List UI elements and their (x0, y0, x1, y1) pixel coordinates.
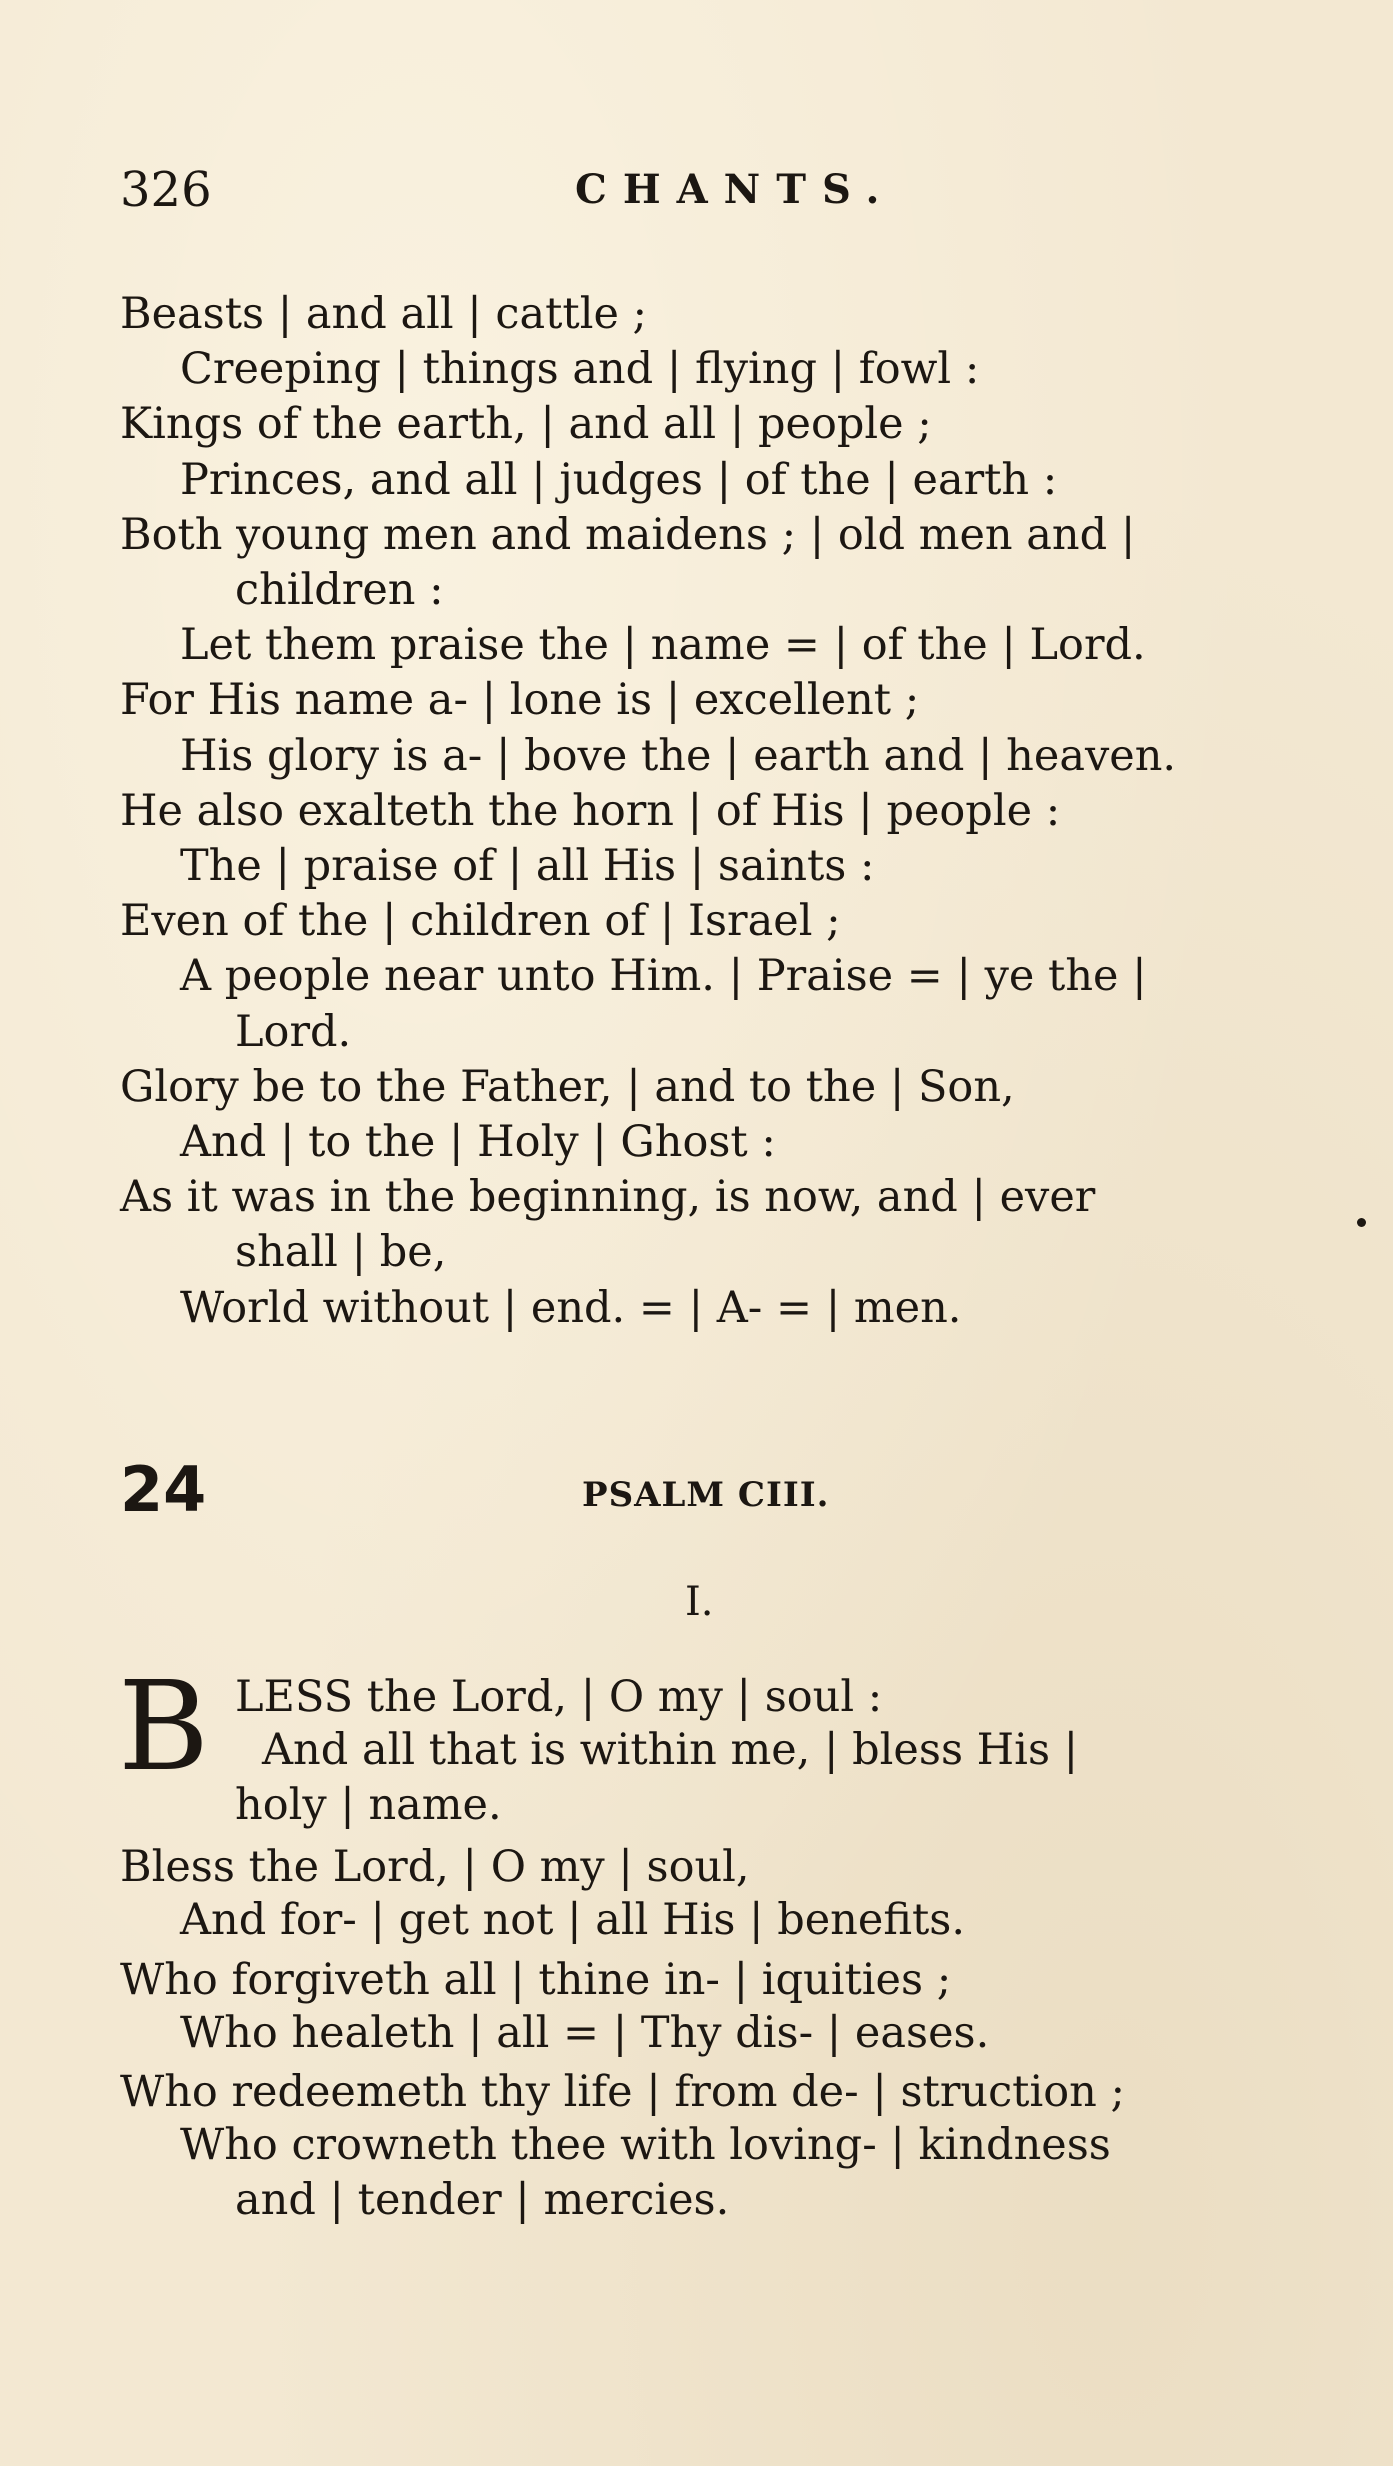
verse-line: Who healeth | all = | Thy dis- | eases. (180, 2008, 990, 2058)
verse-line: Kings of the earth, | and all | people ; (120, 399, 932, 450)
verse-line: And | to the | Holy | Ghost : (180, 1117, 776, 1167)
verse-line: Who redeemeth thy life | from de- | struction ; (120, 2067, 1125, 2117)
verse-line: Princes, and all | judges | of the | earth : (180, 454, 1058, 505)
verse-line: Who forgiveth all | thine in- | iquities ; (120, 1955, 952, 2005)
verse-line: children : (235, 565, 444, 615)
verse-line: Glory be to the Father, | and to the | Son, (120, 1061, 1015, 1112)
psalm-number: 24 (120, 1453, 207, 1526)
psalm-title: PSALM CIII. (582, 1475, 830, 1515)
margin-ink-dot (1357, 1218, 1366, 1227)
verse-line: And all that is within me, | bless His | (262, 1725, 1079, 1775)
verse-line: World without | end. = | A- = | men. (180, 1282, 962, 1333)
verse-line: shall | be, (235, 1227, 447, 1278)
verse-line: LESS the Lord, | O my | soul : (235, 1672, 883, 1722)
verse-line: His glory is a- | bove the | earth and | heaven. (180, 730, 1177, 781)
drop-cap: B (118, 1655, 210, 1799)
verse-line: A people near unto Him. | Praise = | ye the | (180, 951, 1147, 1002)
verse-line: Both young men and maidens ; | old men and | (120, 509, 1136, 560)
verse-line: As it was in the beginning, is now, and | ever (120, 1172, 1096, 1223)
verse-line: Let them praise the | name = | of the | Lord. (180, 620, 1146, 671)
verse-line: Lord. (235, 1006, 352, 1057)
verse-line: The | praise of | all His | saints : (180, 841, 875, 891)
verse-line: He also exalteth the horn | of His | people : (120, 785, 1061, 836)
verse-line: and | tender | mercies. (235, 2175, 730, 2225)
running-head: CHANTS. (575, 166, 896, 213)
section-number: I. (685, 1579, 714, 1625)
verse-line: Who crowneth thee with loving- | kindness (180, 2120, 1111, 2170)
verse-line: Beasts | and all | cattle ; (120, 289, 648, 339)
verse-line: Even of the | children of | Israel ; (120, 896, 841, 947)
verse-line: For His name a- | lone is | excellent ; (120, 675, 920, 726)
page-header (120, 160, 1270, 220)
verse-line: Creeping | things and | flying | fowl : (180, 344, 980, 395)
verse-line: And for- | get not | all His | benefits. (180, 1895, 966, 1945)
page-number: 326 (120, 162, 212, 218)
verse-line: Bless the Lord, | O my | soul, (120, 1842, 750, 1892)
verse-line: holy | name. (235, 1780, 502, 1830)
